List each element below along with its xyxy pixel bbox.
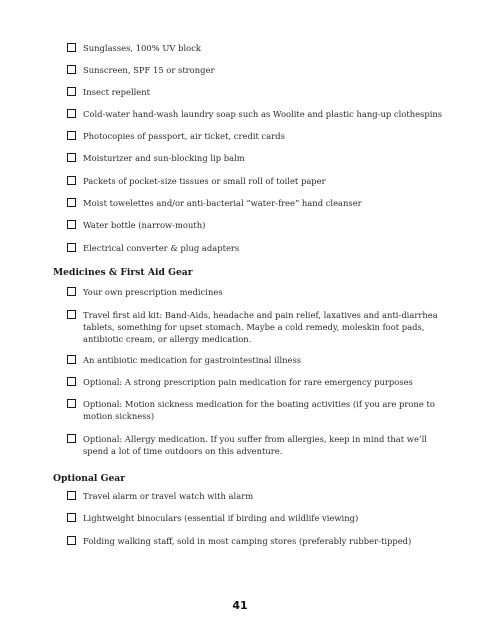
item-text: Electrical converter & plug adapters: [83, 243, 240, 253]
item-text: Insect repellent: [83, 87, 151, 97]
checklist-item: [67, 309, 447, 346]
checkbox-icon[interactable]: [67, 87, 76, 96]
item-text: Cold-water hand-wash laundry soap such as Woolite and plastic hang-up clothespins: [83, 109, 443, 119]
checklist-item: [67, 219, 447, 231]
checklist-item: [67, 512, 447, 524]
item-text: Travel alarm or travel watch with alarm: [83, 491, 254, 501]
checklist-item: [67, 64, 447, 76]
checkbox-icon[interactable]: [67, 176, 76, 185]
checkbox-icon[interactable]: [67, 220, 76, 229]
item-text: Moisturizer and sun-blocking lip balm: [83, 153, 245, 163]
item-text: Water bottle (narrow-mouth): [83, 220, 206, 230]
checkbox-icon[interactable]: [67, 131, 76, 140]
checklist-item: [67, 433, 447, 457]
checklist-item: [67, 175, 447, 187]
checklist-item: [67, 86, 447, 98]
checklist-item: [67, 130, 447, 142]
checklist-item: [67, 535, 447, 547]
checkbox-icon[interactable]: [67, 243, 76, 252]
checkbox-icon[interactable]: [67, 310, 76, 319]
page-number: 41: [232, 599, 248, 612]
checkbox-icon[interactable]: [67, 536, 76, 545]
checklist-item: [67, 354, 447, 366]
item-text: Optional: Motion sickness medication for the boating activities (if you are prone to motion sickness): [83, 399, 435, 422]
checklist-item: [67, 286, 447, 298]
item-text: Photocopies of passport, air ticket, credit cards: [83, 131, 285, 141]
checklist-item: [67, 197, 447, 209]
section-heading-medicines: Medicines & First Aid Gear: [53, 267, 193, 278]
checkbox-icon[interactable]: [67, 65, 76, 74]
item-text: Optional: A strong prescription pain medication for rare emergency purposes: [83, 377, 413, 387]
checklist-item: [67, 108, 447, 120]
checkbox-icon[interactable]: [67, 153, 76, 162]
checkbox-icon[interactable]: [67, 434, 76, 443]
checkbox-icon[interactable]: [67, 287, 76, 296]
checkbox-icon[interactable]: [67, 377, 76, 386]
checkbox-icon[interactable]: [67, 355, 76, 364]
item-text: Lightweight binoculars (essential if birding and wildlife viewing): [83, 513, 359, 523]
checkbox-icon[interactable]: [67, 513, 76, 522]
checklist-item: [67, 376, 447, 388]
checklist-item: [67, 242, 447, 254]
item-text: Optional: Allergy medication. If you suffer from allergies, keep in mind that we’ll spend a lot of time outdoors on this adventure.: [83, 434, 427, 457]
item-text: Folding walking staff, sold in most camping stores (preferably rubber-tipped): [83, 536, 412, 546]
checklist-item: [67, 42, 447, 54]
item-text: Packets of pocket-size tissues or small roll of toilet paper: [83, 176, 326, 186]
item-text: Moist towelettes and/or anti-bacterial “water-free” hand cleanser: [83, 198, 362, 208]
item-text: Sunglasses, 100% UV block: [83, 43, 201, 53]
checkbox-icon[interactable]: [67, 109, 76, 118]
checklist-item: [67, 152, 447, 164]
item-text: Your own prescription medicines: [83, 287, 223, 297]
checkbox-icon[interactable]: [67, 491, 76, 500]
checkbox-icon[interactable]: [67, 198, 76, 207]
checkbox-icon[interactable]: [67, 399, 76, 408]
item-text: Travel first aid kit: Band-Aids, headache and pain relief, laxatives and anti-diarrhea tablets, something for upset stomach. Maybe a cold remedy, moleskin foot pads, antibiotic cream, or allergy medication.: [83, 310, 438, 345]
item-text: Sunscreen, SPF 15 or stronger: [83, 65, 215, 75]
checklist-item: [67, 490, 447, 502]
checklist-item: [67, 398, 447, 422]
section-heading-optional: Optional Gear: [53, 473, 126, 484]
checkbox-icon[interactable]: [67, 43, 76, 52]
item-text: An antibiotic medication for gastrointestinal illness: [83, 355, 302, 365]
